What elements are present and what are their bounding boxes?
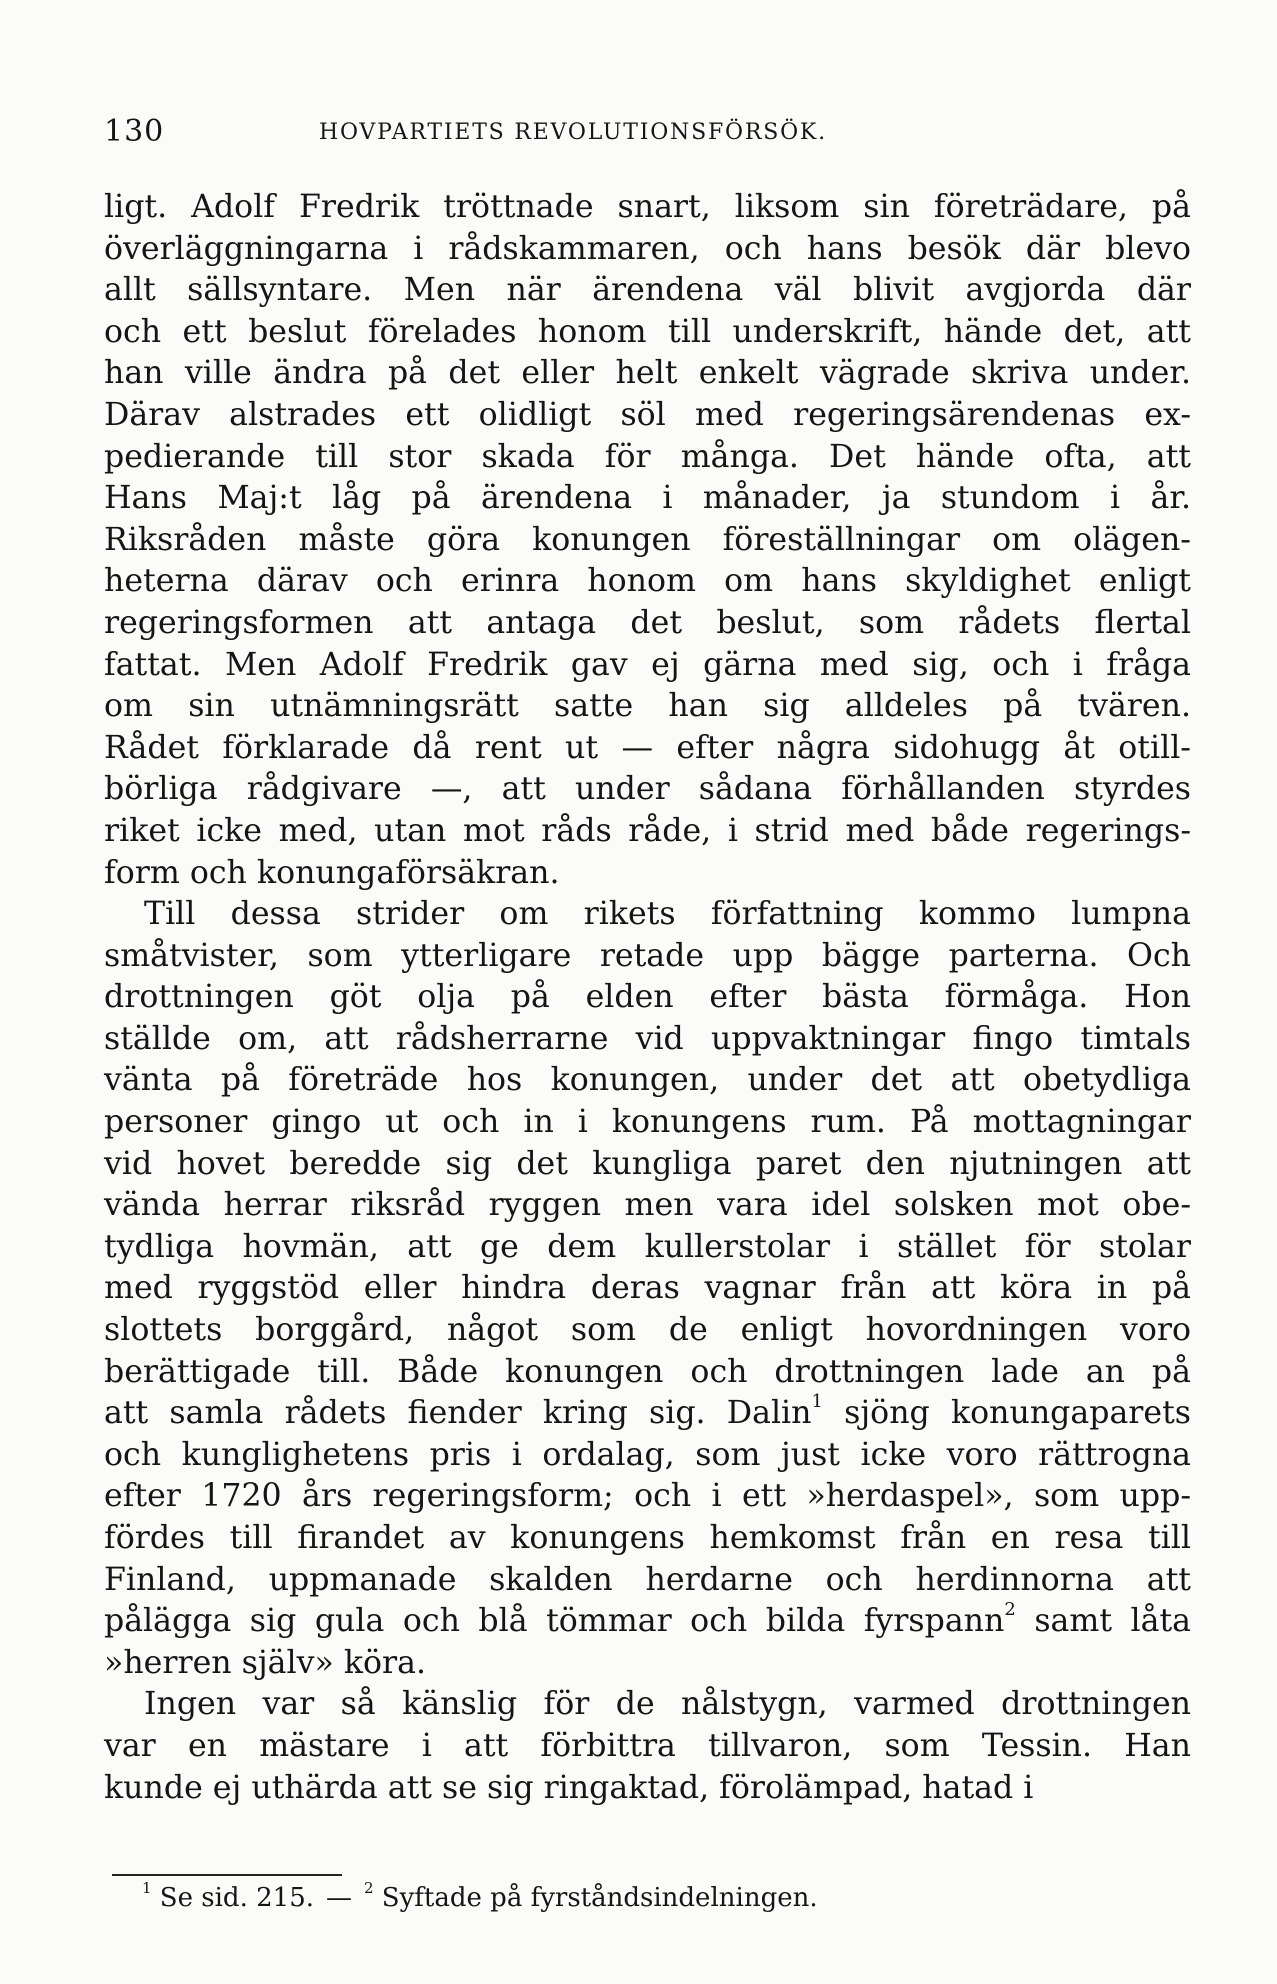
line-text: efter 1720 års regeringsform; och i ett »herdaspel», som upp- (104, 1478, 1191, 1515)
line-text: börliga rådgivare —, att under sådana förhållanden styrdes (104, 771, 1191, 808)
text-line (104, 1684, 1191, 1726)
text-line (104, 353, 1191, 395)
text-line (104, 187, 1191, 229)
footnote-2-mark: 2 (364, 1879, 374, 1898)
footnote-1-text: Se sid. 215. (151, 1883, 314, 1913)
text-line (104, 478, 1191, 520)
text-line (104, 1352, 1191, 1394)
footnote-separator: — (326, 1883, 352, 1913)
footnote-1-mark: 1 (142, 1879, 152, 1898)
text-line (104, 1643, 1191, 1685)
line-text: heterna därav och erinra honom om hans skyldighet enligt (104, 563, 1191, 600)
text-line (104, 811, 1191, 853)
text-line (104, 270, 1191, 312)
line-text: Hans Maj:t låg på ärendena i månader, ja stundom i år. (104, 480, 1191, 517)
footnote-reference: 2 (1004, 1598, 1016, 1620)
line-text: Finland, uppmanade skalden herdarne och herdinnorna att (104, 1561, 1191, 1598)
text-line (104, 1060, 1191, 1102)
text-line (104, 894, 1191, 936)
line-text: Riksråden måste göra konungen föreställningar om olägen- (104, 521, 1191, 558)
text-line (104, 936, 1191, 978)
line-text: personer gingo ut och in i konungens rum. På mottagningar (104, 1104, 1191, 1141)
text-line (104, 395, 1191, 437)
text-line (104, 1435, 1191, 1477)
text-line (104, 437, 1191, 479)
text-line (104, 1019, 1191, 1061)
footnote-1 (142, 1879, 314, 1913)
text-line (104, 1560, 1191, 1602)
line-text: Därav alstrades ett olidligt söl med regeringsärendenas ex- (104, 396, 1191, 433)
text-line (104, 561, 1191, 603)
footnotes (142, 1880, 818, 1916)
line-text: med ryggstöd eller hindra deras vagnar från att köra in på (104, 1270, 1191, 1307)
text-line (104, 229, 1191, 271)
line-text: pedierande till stor skada för många. Det hände ofta, att (104, 438, 1191, 475)
line-text: vid hovet beredde sig det kungliga paret den njutningen att (104, 1145, 1191, 1182)
text-line (104, 686, 1191, 728)
text-line (104, 728, 1191, 770)
line-text: Till dessa strider om rikets författning kommo lumpna (144, 896, 1191, 933)
text-line (104, 1726, 1191, 1768)
text-line (104, 645, 1191, 687)
text-line (104, 603, 1191, 645)
text-line (104, 1102, 1191, 1144)
page-header (104, 112, 1184, 156)
line-text: han ville ändra på det eller helt enkelt vägrade skriva under. (104, 355, 1191, 392)
line-text-continued: sjöng konungaparets (822, 1395, 1192, 1432)
line-text: om sin utnämningsrätt satte han sig alldeles på tvären. (104, 688, 1191, 725)
line-text: allt sällsyntare. Men när ärendena väl blivit avgjorda där (104, 272, 1191, 309)
line-text: småtvister, som ytterligare retade upp bägge parterna. Och (104, 937, 1191, 974)
line-text: regeringsformen att antaga det beslut, som rådets flertal (104, 604, 1191, 641)
line-text: form och konungaförsäkran. (104, 854, 560, 891)
line-text: Rådet förklarade då rent ut — efter några sidohugg åt otill- (104, 729, 1191, 766)
line-text: tydliga hovmän, att ge dem kullerstolar i stället för stolar (104, 1228, 1191, 1265)
footnote-reference: 1 (811, 1390, 823, 1412)
line-text: vända herrar riksråd ryggen men vara idel solsken mot obe- (104, 1187, 1191, 1224)
line-text: kunde ej uthärda att se sig ringaktad, förolämpad, hatad i (104, 1769, 1034, 1806)
footnote-2 (364, 1879, 818, 1913)
line-text: och ett beslut förelades honom till underskrift, hände det, att (104, 313, 1191, 350)
line-text: ligt. Adolf Fredrik tröttnade snart, liksom sin företrädare, på (104, 189, 1191, 225)
text-line (104, 1268, 1191, 1310)
line-text: drottningen göt olja på elden efter bästa förmåga. Hon (104, 979, 1191, 1016)
text-line (104, 977, 1191, 1019)
line-text: och kunglighetens pris i ordalag, som just icke voro rättrogna (104, 1436, 1191, 1473)
page-number: 130 (104, 114, 165, 149)
line-text: berättigade till. Både konungen och drottningen lade an på (104, 1353, 1191, 1390)
text-line (104, 1185, 1191, 1227)
line-text: riket icke med, utan mot råds råde, i strid med både regerings- (104, 812, 1191, 849)
text-line (104, 1310, 1191, 1352)
running-title: HOVPARTIETS REVOLUTIONSFÖRSÖK. (319, 120, 827, 145)
text-line (104, 520, 1191, 562)
text-line (104, 1518, 1191, 1560)
line-text-continued: samt låta (1015, 1603, 1191, 1640)
footnote-rule (112, 1874, 342, 1876)
text-line (104, 1768, 1191, 1810)
line-text: överläggningarna i rådskammaren, och hans besök där blevo (104, 230, 1191, 267)
text-line (104, 312, 1191, 354)
line-text: slottets borggård, något som de enligt hovordningen voro (104, 1312, 1191, 1349)
line-text: ställde om, att rådsherrarne vid uppvaktningar fingo timtals (104, 1020, 1191, 1057)
line-text: pålägga sig gula och blå tömmar och bilda fyrspann (104, 1603, 1005, 1640)
text-line (104, 769, 1191, 811)
line-text: att samla rådets fiender kring sig. Dalin (104, 1395, 812, 1432)
line-text: fördes till firandet av konungens hemkomst från en resa till (104, 1520, 1191, 1556)
text-line (104, 1598, 1191, 1643)
line-text: vänta på företräde hos konungen, under det att obetydliga (104, 1062, 1191, 1099)
line-text: var en mästare i att förbittra tillvaron, som Tessin. Han (104, 1727, 1191, 1764)
text-line (104, 1476, 1191, 1518)
text-line (104, 1227, 1191, 1269)
text-line (104, 853, 1191, 895)
footnote-2-text: Syftade på fyrståndsindelningen. (373, 1883, 818, 1913)
line-text: Ingen var så känslig för de nålstygn, varmed drottningen (144, 1686, 1191, 1723)
text-line (104, 1144, 1191, 1186)
line-text: fattat. Men Adolf Fredrik gav ej gärna med sig, och i fråga (104, 646, 1191, 683)
text-line (104, 1390, 1192, 1435)
body-text (104, 187, 1191, 1809)
line-text: »herren själv» köra. (104, 1644, 426, 1681)
